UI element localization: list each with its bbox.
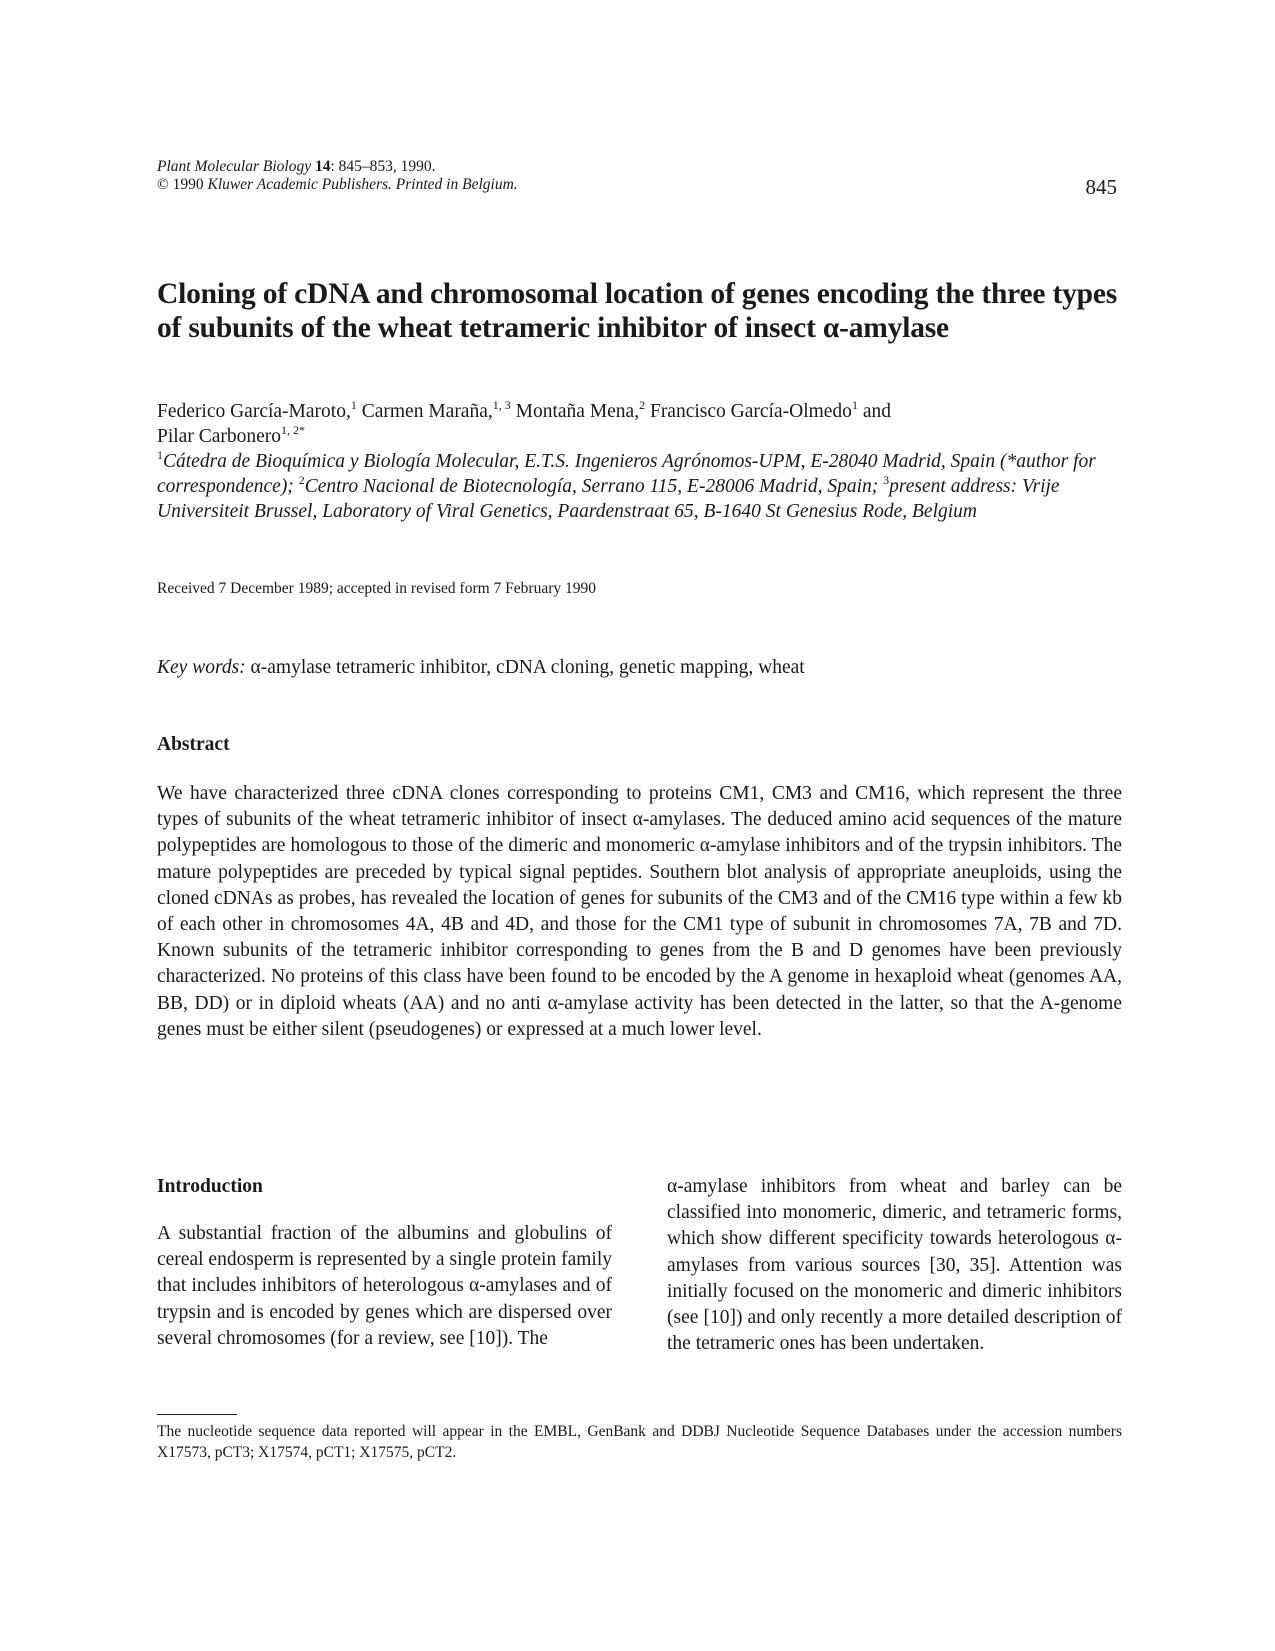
author: Federico García-Maroto,$^1$: [157, 398, 357, 422]
abstract-heading: Abstract: [157, 734, 230, 755]
intro-right-column: [667, 1174, 1122, 1357]
author: Francisco García-Olmedo$^1$: [649, 398, 858, 422]
affiliations: $^1$Cátedra de Bioquímica y Biología Molecular, E.T.S. Ingenieros Agrónomos-UPM, E-28040 Madrid, Spain (*author for correspondence); $^2$Centro Nacional de Biotecnología, Serrano 115, E-28006 Madrid, Spain; $^3$present address: Vrije Universiteit Brussel, Laboratory of Viral Genetics, Paardenstraat 65, B-1640 St Genesius Rode, Belgium: [157, 448, 1096, 522]
introduction-text-right: α-amylase inhibitors from wheat and barley can be classified into monomeric, dimeric, and tetrameric forms, which show different specificity towards heterologous α-amylases from various sources [30, 35]. Attention was initially focused on the monomeric and dimeric inhibitors (see [10]) and only recently a more detailed description of the tetrameric ones has been undertaken.: [667, 1176, 1122, 1355]
publisher: Kluwer Academic Publishers. Printed in Belgium.: [207, 176, 518, 193]
footnote: The nucleotide sequence data reported will appear in the EMBL, GenBank and DDBJ Nucleotide Sequence Databases under the accession numbers X17573, pCT3; X17574, pCT1; X17575, pCT2.: [157, 1423, 1122, 1461]
journal-pages-year: : 845–853, 1990.: [330, 158, 436, 175]
affiliation: Centro Nacional de Biotecnología, Serrano 115, E-28006 Madrid, Spain;: [304, 476, 879, 497]
copyright-line: [157, 175, 1117, 199]
introduction-heading: Introduction: [157, 1176, 263, 1197]
author-block: [157, 399, 1122, 524]
received-dates: Received 7 December 1989; accepted in revised form 7 February 1990: [157, 580, 597, 597]
copyright-symbol: ©: [157, 176, 169, 193]
journal-header: [157, 158, 1117, 199]
author-conjunction: and: [862, 401, 891, 422]
keywords-label: Key words:: [157, 657, 246, 678]
keywords-text: α-amylase tetrameric inhibitor, cDNA cloning, genetic mapping, wheat: [250, 657, 805, 678]
page-number: 845: [1085, 175, 1117, 199]
paper-title: Cloning of cDNA and chromosomal location of genes encoding the three types of subunits of the wheat tetrameric inhibitor of insect α-amylase: [157, 278, 1118, 344]
author: Carmen Maraña,$^{1, 3}$: [361, 398, 511, 422]
introduction-text-left: A substantial fraction of the albumins and globulins of cereal endosperm is represented by a single protein family that includes inhibitors of heterologous α-amylases and of trypsin and is encoded by genes which are dispersed over several chromosomes (for a review, see [10]). The: [157, 1223, 612, 1349]
affiliation: Cátedra de Bioquímica y Biología Molecular, E.T.S. Ingenieros Agrónomos-UPM, E-28040 Madrid, Spain (*author for correspondence);: [157, 451, 1096, 497]
footnote-divider: [157, 1414, 237, 1415]
citation-line: [157, 158, 1117, 176]
intro-left-column: [157, 1174, 612, 1352]
journal-volume: 14: [314, 158, 331, 175]
author-list: [157, 399, 1122, 449]
abstract-text: We have characterized three cDNA clones corresponding to proteins CM1, CM3 and CM16, which represent the three types of subunits of the wheat tetrameric inhibitor of insect α-amylases. The deduced amino acid sequences of the mature polypeptides are homologous to those of the dimeric and monomeric α-amylase inhibitors and of the trypsin inhibitors. The mature polypeptides are preceded by typical signal peptides. Southern blot analysis of appropriate aneuploids, using the cloned cDNAs as probes, has revealed the location of genes for subunits of the CM3 and of the CM16 type within a few kb of each other in chromosomes 4A, 4B and 4D, and those for the CM1 type of subunit in chromosomes 7A, 7B and 7D. Known subunits of the tetrameric inhibitor corresponding to genes from the B and D genomes have been previously characterized. No proteins of this class have been found to be encoded by the A genome in hexaploid wheat (genomes AA, BB, DD) or in diploid wheats (AA) and no anti α-amylase activity has been detected in the latter, so that the A-genome genes must be either silent (pseudogenes) or expressed at a much lower level.: [157, 783, 1122, 1040]
affiliation: present address: Vrije Universiteit Brussel, Laboratory of Viral Genetics, Paardenstraat 65, B-1640 St Genesius Rode, Belgium: [157, 476, 1060, 522]
copyright-year: 1990: [172, 176, 204, 193]
author: Pilar Carbonero$^{1, 2*}$: [157, 423, 306, 447]
journal-name: Plant Molecular Biology: [157, 158, 312, 175]
keywords: [157, 657, 805, 679]
author: Montaña Mena,$^2$: [515, 398, 646, 422]
